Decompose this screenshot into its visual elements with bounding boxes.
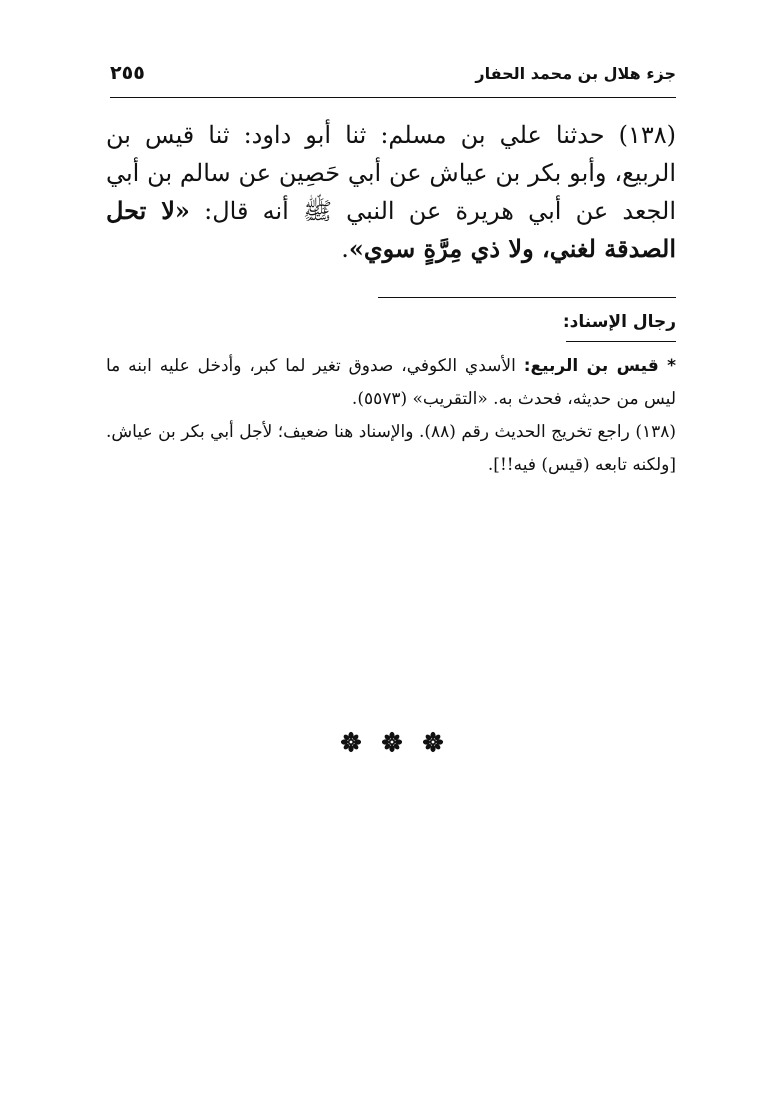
flower-ornament-icon bbox=[340, 731, 362, 753]
flower-ornament-icon bbox=[422, 731, 444, 753]
footnote-separator bbox=[378, 297, 676, 298]
flower-ornament-icon bbox=[381, 731, 403, 753]
page-number: ٢٥٥ bbox=[110, 62, 145, 84]
header-rule bbox=[110, 97, 676, 98]
takhrij-note: (١٣٨) راجع تخريج الحديث رقم (٨٨). والإسناد هنا ضعيف؛ لأجل أبي بكر بن عياش. [ولكنه تابعه (قيس) فيه!!]. bbox=[106, 422, 677, 475]
hadith-paragraph bbox=[106, 116, 676, 268]
hadith-isnad: (١٣٨) حدثنا علي بن مسلم: ثنا أبو داود: ثنا قيس بن الربيع، وأبو بكر بن عياش عن أبي حَصِين عن سالم بن أبي الجعد عن أبي هريرة عن النبي ﷺ أنه قال: bbox=[106, 121, 677, 225]
narrator-name: * قيس بن الربيع: bbox=[523, 356, 676, 376]
narrator-description: الأسدي الكوفي، صدوق تغير لما كبر، وأدخل عليه ابنه ما ليس من حديثه، فحدث به. «التقريب» (٥٥٧٣). bbox=[106, 356, 676, 409]
hadith-matn: «لا تحل الصدقة لغني، ولا ذي مِرَّةٍ سوي» bbox=[106, 196, 676, 263]
section-heading: رجال الإسناد: bbox=[562, 312, 676, 332]
end-ornaments bbox=[340, 728, 444, 756]
section-heading-underline bbox=[566, 341, 676, 342]
hadith-end-punctuation: . bbox=[341, 235, 349, 263]
notes-block bbox=[106, 350, 676, 482]
running-head-title: جزء هلال بن محمد الحفار bbox=[475, 64, 676, 83]
running-head bbox=[110, 62, 676, 92]
narrator-note bbox=[106, 350, 676, 416]
